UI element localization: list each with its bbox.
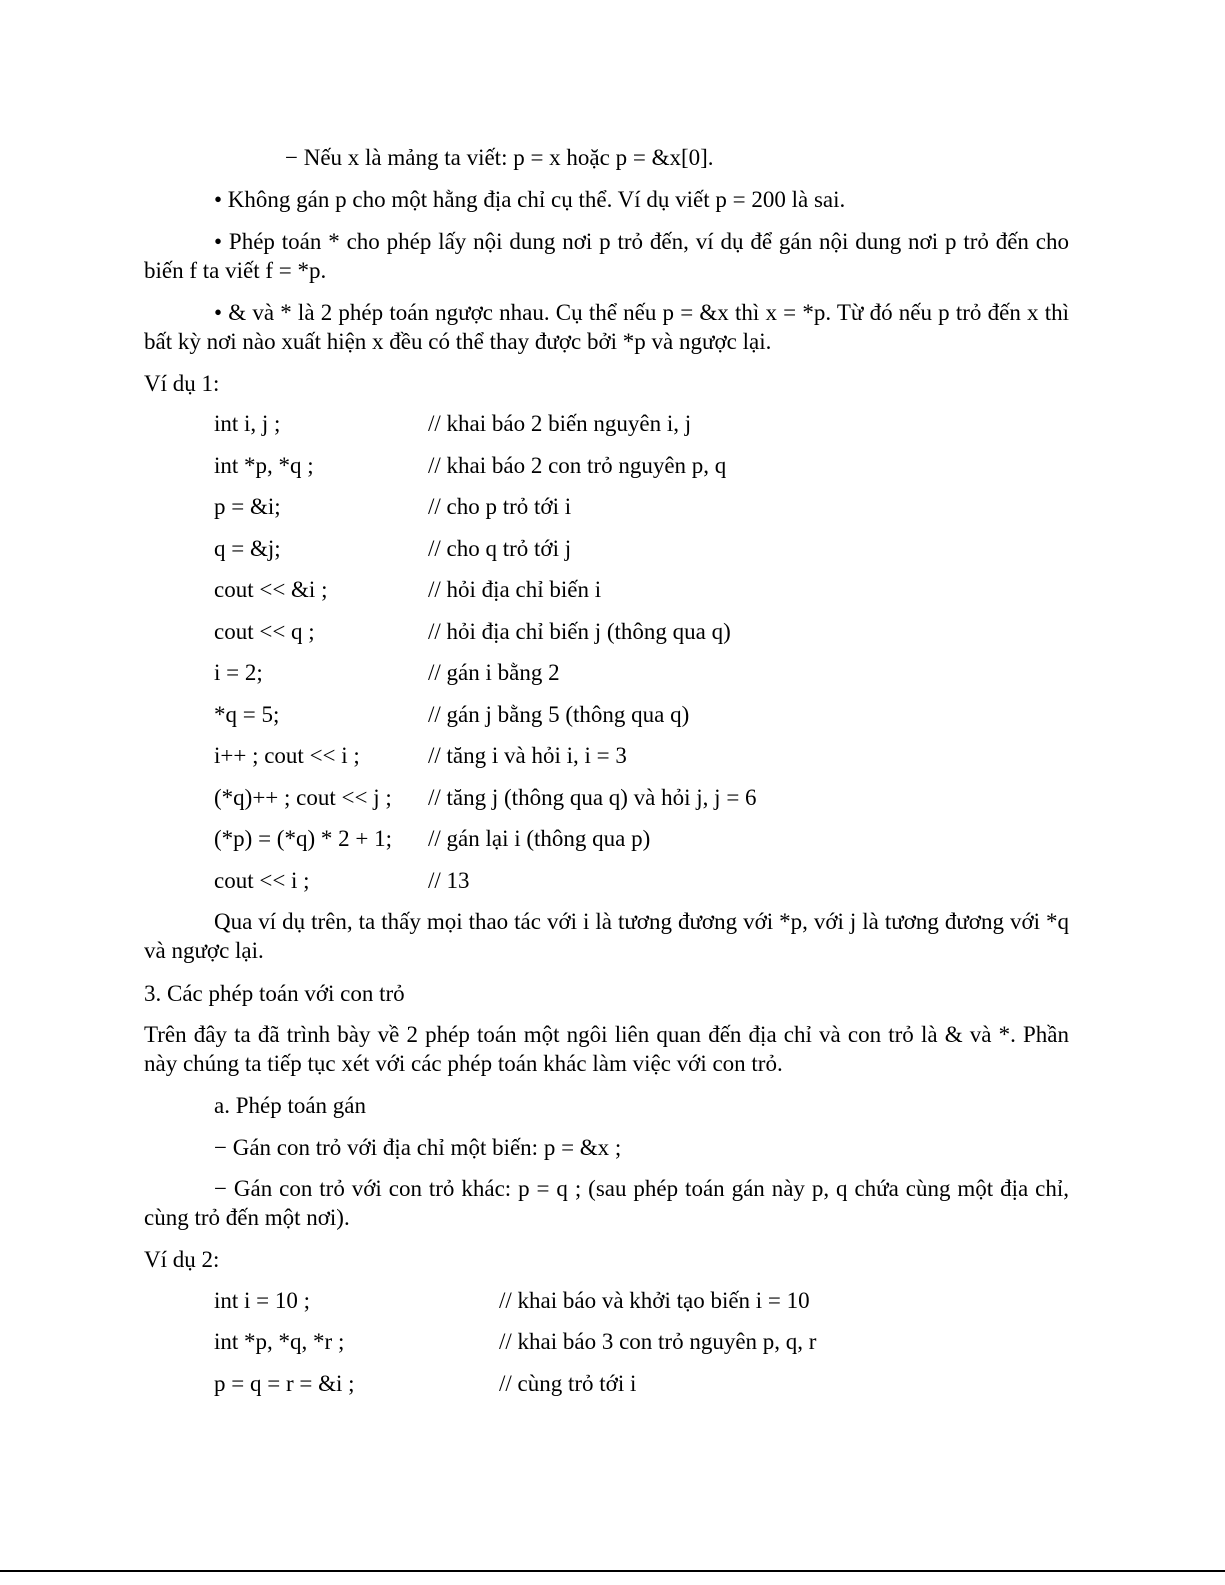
code-comment: // tăng j (thông qua q) và hỏi j, j = 6 bbox=[428, 785, 757, 810]
code-statement: cout << i ; bbox=[214, 868, 310, 893]
code-comment: // hỏi địa chỉ biến j (thông qua q) bbox=[428, 619, 731, 644]
paragraph-assign-address: − Gán con trỏ với địa chỉ một biến: p = &x ; bbox=[214, 1135, 622, 1160]
code-comment: // 13 bbox=[428, 868, 470, 893]
section-heading-pointer-ops: 3. Các phép toán với con trỏ bbox=[144, 981, 405, 1006]
paragraph-pointer-ops-intro: Trên đây ta đã trình bày về 2 phép toán một ngôi liên quan đến địa chỉ và con trỏ là & và *. Phần này chúng ta tiếp tục xét với các phép toán khác làm việc với con trỏ. bbox=[144, 1022, 1069, 1076]
code-comment: // khai báo 2 con trỏ nguyên p, q bbox=[428, 453, 727, 478]
code-comment: // khai báo 3 con trỏ nguyên p, q, r bbox=[499, 1329, 817, 1354]
code-statement: i = 2; bbox=[214, 660, 263, 685]
code-statement: p = q = r = &i ; bbox=[214, 1371, 355, 1396]
example1-label: Ví dụ 1: bbox=[144, 371, 220, 396]
code-statement: (*p) = (*q) * 2 + 1; bbox=[214, 826, 392, 851]
code-comment: // cho q trỏ tới j bbox=[428, 536, 572, 561]
paragraph-example1-summary: Qua ví dụ trên, ta thấy mọi thao tác với i là tương đương với *p, với j là tương đương với *q và ngược lại. bbox=[144, 909, 1069, 963]
code-comment: // hỏi địa chỉ biến i bbox=[428, 577, 602, 602]
code-statement: (*q)++ ; cout << j ; bbox=[214, 785, 392, 810]
code-comment: // khai báo và khởi tạo biến i = 10 bbox=[499, 1288, 810, 1313]
code-statement: int *p, *q ; bbox=[214, 453, 314, 478]
code-statement: cout << &i ; bbox=[214, 577, 328, 602]
paragraph-assign-pointer: − Gán con trỏ với con trỏ khác: p = q ; (sau phép toán gán này p, q chứa cùng một địa chỉ, cùng trỏ đến một nơi). bbox=[144, 1176, 1069, 1230]
paragraph-inverse-operators: • & và * là 2 phép toán ngược nhau. Cụ thể nếu p = &x thì x = *p. Từ đó nếu p trỏ đến x thì bất kỳ nơi nào xuất hiện x đều có thể thay được bởi *p và ngược lại. bbox=[144, 300, 1069, 354]
code-comment: // gán j bằng 5 (thông qua q) bbox=[428, 702, 690, 727]
code-statement: p = &i; bbox=[214, 494, 281, 519]
code-comment: // cho p trỏ tới i bbox=[428, 494, 572, 519]
code-statement: int i = 10 ; bbox=[214, 1288, 311, 1313]
code-comment: // gán i bằng 2 bbox=[428, 660, 560, 685]
code-comment: // cùng trỏ tới i bbox=[499, 1371, 637, 1396]
paragraph-array-assign: − Nếu x là mảng ta viết: p = x hoặc p = &x[0]. bbox=[285, 145, 714, 170]
code-statement: i++ ; cout << i ; bbox=[214, 743, 360, 768]
code-statement: int *p, *q, *r ; bbox=[214, 1329, 345, 1354]
code-statement: int i, j ; bbox=[214, 411, 281, 436]
code-statement: cout << q ; bbox=[214, 619, 315, 644]
subheading-assignment: a. Phép toán gán bbox=[214, 1093, 367, 1118]
code-statement: q = &j; bbox=[214, 536, 281, 561]
code-comment: // gán lại i (thông qua p) bbox=[428, 826, 651, 851]
code-statement: *q = 5; bbox=[214, 702, 280, 727]
page-bottom-border bbox=[0, 1570, 1225, 1572]
code-comment: // khai báo 2 biến nguyên i, j bbox=[428, 411, 692, 436]
example2-label: Ví dụ 2: bbox=[144, 1247, 220, 1272]
paragraph-deref-operator: • Phép toán * cho phép lấy nội dung nơi p trỏ đến, ví dụ để gán nội dung nơi p trỏ đến cho biến f ta viết f = *p. bbox=[144, 229, 1069, 283]
code-comment: // tăng i và hỏi i, i = 3 bbox=[428, 743, 627, 768]
paragraph-no-const-address: • Không gán p cho một hằng địa chỉ cụ thể. Ví dụ viết p = 200 là sai. bbox=[214, 187, 846, 212]
